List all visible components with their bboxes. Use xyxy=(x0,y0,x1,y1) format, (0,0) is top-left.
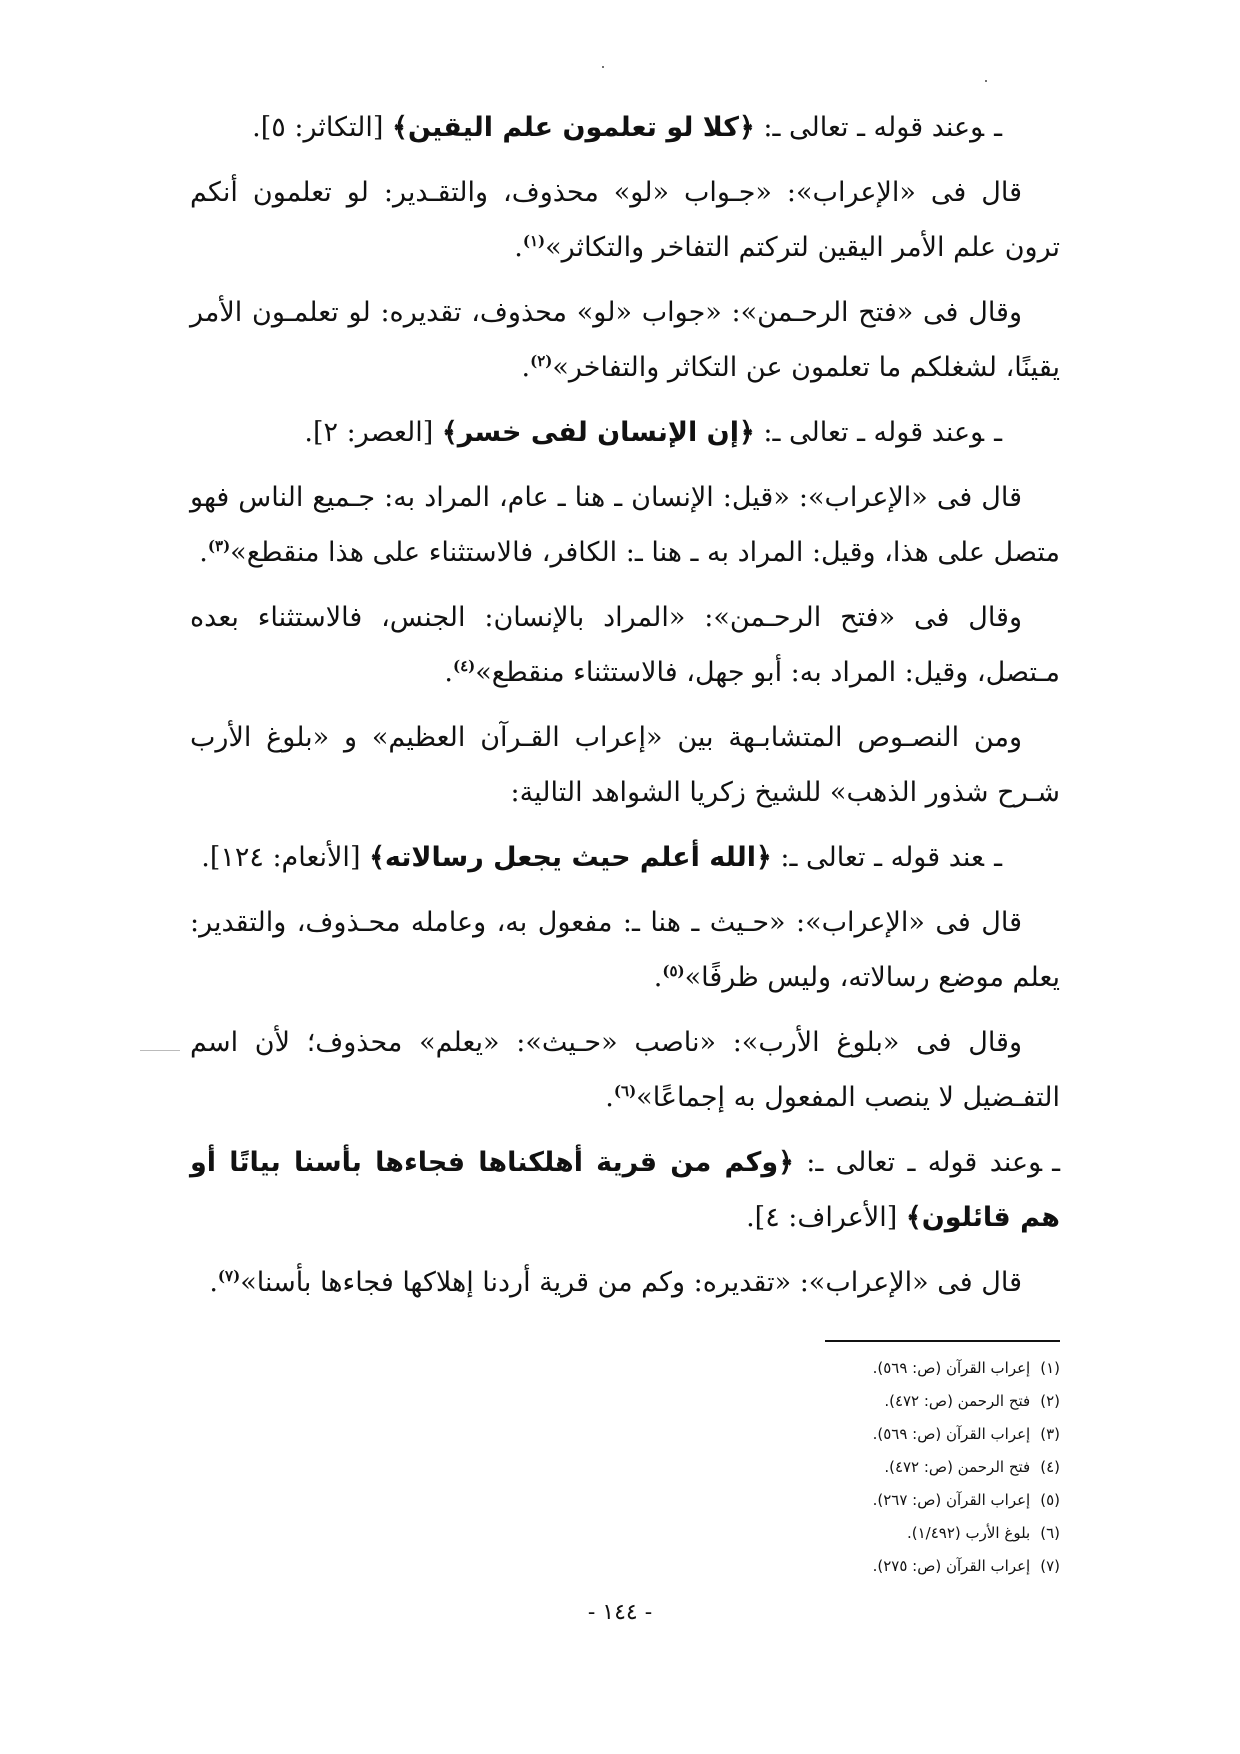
paragraph xyxy=(190,165,1060,275)
paragraph-end: . xyxy=(653,962,663,993)
footnote-number: (٣) xyxy=(1040,1425,1060,1443)
footnote-number: (٥) xyxy=(1040,1491,1060,1509)
footnote-ref[interactable]: (٤) xyxy=(452,657,476,675)
footnote-item xyxy=(640,1418,1060,1451)
paragraph-text: ومن النصـوص المتشابـهة بين «إعراب القـرآن العظيم» و «بلوغ الأرب شـرح شذور الذهب» للشيخ زكريا الشواهد التالية: xyxy=(190,722,1060,808)
footnote-number: (٢) xyxy=(1040,1392,1060,1410)
footnote-separator xyxy=(825,1340,1060,1342)
paragraph-text: قال فى «الإعراب»: «قيل: الإنسان ـ هنا ـ عام، المراد به: جـميع الناس فهو متصل على هذا، وقيل: المراد به ـ هنا ـ: الكافر، فالاستثناء على هذا منقطع» xyxy=(190,482,1060,568)
footnote-ref[interactable]: (٥) xyxy=(662,962,685,980)
paragraph-end: . xyxy=(444,657,453,688)
paragraph-end: . xyxy=(209,1267,218,1298)
paragraph-text: وعند قوله ـ تعالى ـ: xyxy=(793,1147,1043,1178)
footnote-text: إعراب القرآن (ص: ٢٦٧). xyxy=(872,1491,1031,1509)
body-text xyxy=(190,100,1060,1320)
paragraph-end: . xyxy=(514,232,523,263)
page-number: - ١٤٤ - xyxy=(587,1600,653,1625)
footnote-ref[interactable]: (٣) xyxy=(207,537,231,555)
dash-mark: ـ xyxy=(994,842,1002,873)
paragraph-text: عند قوله ـ تعالى ـ: xyxy=(771,842,985,873)
paragraph xyxy=(190,830,1060,885)
footnote-number: (٤) xyxy=(1040,1458,1060,1476)
footnote-number: (٦) xyxy=(1040,1524,1060,1542)
quran-verse: ﴿إن الإنسان لفى خسر﴾ xyxy=(441,417,755,448)
paragraph-text: وعند قوله ـ تعالى ـ: xyxy=(754,112,985,143)
scan-speck xyxy=(602,66,604,68)
paragraph-end: . xyxy=(605,1082,614,1113)
footnote-text: فتح الرحمن (ص: ٤٧٢). xyxy=(884,1458,1031,1476)
paragraph xyxy=(190,590,1060,700)
footnote-text: إعراب القرآن (ص: ٥٦٩). xyxy=(872,1425,1031,1443)
footnote-item xyxy=(640,1451,1060,1484)
paragraph xyxy=(190,100,1060,155)
footnote-ref[interactable]: (٢) xyxy=(530,352,553,370)
paragraph xyxy=(190,1255,1060,1310)
paragraph-end: . xyxy=(521,352,531,383)
paragraph-text: قال فى «الإعراب»: «تقديره: وكم من قرية أردنا إهلاكها فجاءها بأسنا» xyxy=(240,1267,1022,1298)
footnote-item xyxy=(640,1484,1060,1517)
footnote-number: (٧) xyxy=(1040,1557,1060,1575)
footnote-item xyxy=(640,1550,1060,1583)
paragraph-text: قال فى «الإعراب»: «جـواب «لو» محذوف، والتقـدير: لو تعلمون أنكم ترون علم الأمر اليقين لتركتم التفاخر والتكاثر» xyxy=(190,177,1060,263)
dash-mark: ـ xyxy=(994,112,1002,143)
footnote-text: فتح الرحمن (ص: ٤٧٢). xyxy=(884,1392,1031,1410)
verse-reference: [الأعراف: ٤]. xyxy=(746,1202,906,1233)
quran-verse: ﴿الله أعلم حيث يجعل رسالاته﴾ xyxy=(369,842,772,873)
footnote-item xyxy=(640,1352,1060,1385)
footnote-number: (١) xyxy=(1040,1359,1060,1377)
scan-speck xyxy=(985,80,987,82)
paragraph xyxy=(190,1015,1060,1125)
paragraph-text: وعند قوله ـ تعالى ـ: xyxy=(754,417,985,448)
footnote-text: إعراب القرآن (ص: ٥٦٩). xyxy=(872,1359,1031,1377)
footnote-ref[interactable]: (١) xyxy=(522,232,546,250)
paragraph xyxy=(190,285,1060,395)
footnote-item xyxy=(640,1517,1060,1550)
paragraph-end: . xyxy=(199,537,208,568)
quran-verse: ﴿وكم من قرية أهلكناها فجاءها بأسنا بياتًا أو هم قائلون﴾ xyxy=(190,1147,1060,1233)
quran-verse: ﴿كلا لو تعلمون علم اليقين﴾ xyxy=(392,112,755,143)
dash-mark: ـ xyxy=(994,417,1002,448)
verse-reference: [العصر: ٢]. xyxy=(304,417,442,448)
paragraph-text: قال فى «الإعراب»: «حـيث ـ هنا ـ: مفعول به، وعامله محـذوف، والتقدير: يعلم موضع رسالاته، وليس ظرفًا» xyxy=(190,907,1060,993)
paragraph xyxy=(190,895,1060,1005)
paragraph xyxy=(190,405,1060,460)
footnote-item xyxy=(640,1385,1060,1418)
paragraph xyxy=(190,470,1060,580)
footnote-ref[interactable]: (٦) xyxy=(613,1082,637,1100)
scan-mark xyxy=(140,1050,180,1051)
verse-reference: [الأنعام: ١٢٤]. xyxy=(201,842,370,873)
paragraph xyxy=(190,1135,1060,1245)
paragraph-text: وقال فى «بلوغ الأرب»: «ناصب «حـيث»: «يعلم» محذوف؛ لأن اسم التفـضيل لا ينصب المفعول به إجماعًا» xyxy=(190,1027,1060,1113)
verse-reference: [التكاثر: ٥]. xyxy=(252,112,393,143)
footnote-text: بلوغ الأرب (١/٤٩٢). xyxy=(906,1524,1031,1542)
footnote-text: إعراب القرآن (ص: ٢٧٥). xyxy=(872,1557,1031,1575)
paragraph-text: وقال فى «فتح الرحـمن»: «جواب «لو» محذوف، تقديره: لو تعلمـون الأمر يقينًا، لشغلكم ما تعلمون عن التكاثر والتفاخر» xyxy=(190,297,1060,383)
dash-mark: ـ xyxy=(1052,1147,1060,1178)
footnotes-list xyxy=(640,1352,1060,1583)
footnote-ref[interactable]: (٧) xyxy=(217,1267,241,1285)
paragraph xyxy=(190,710,1060,820)
paragraph-text: وقال فى «فتح الرحـمن»: «المراد بالإنسان: الجنس، فالاستثناء بعده مـتصل، وقيل: المراد به: أبو جهل، فالاستثناء منقطع» xyxy=(190,602,1060,688)
